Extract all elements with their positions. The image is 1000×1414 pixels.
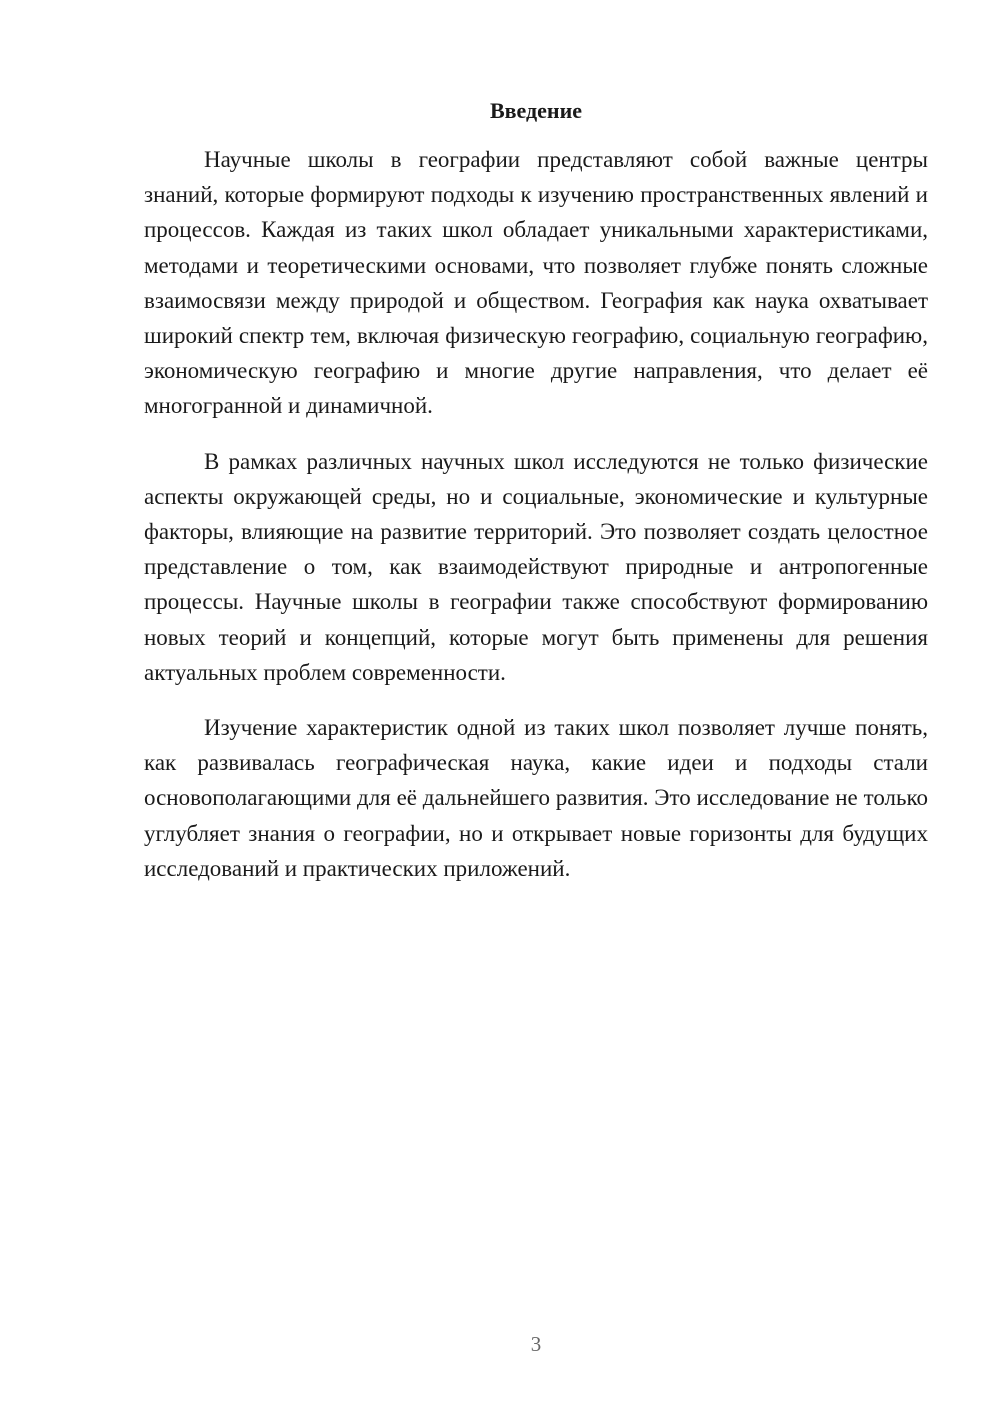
section-title: Введение [489,98,583,123]
paragraph-1: Научные школы в географии представляют собой важные центры знаний, которые формируют подходы к изучению пространственных явлений и процессов. Каждая из таких школ обладает уникальными характеристиками, методами и теоретическими основами, что позволяет глубже понять сложные взаимосвязи между природой и обществом. География как наука охватывает широкий спектр тем, включая физическую географию, социальную географию, экономическую географию и многие другие направления, что делает её многогранной и динамичной. [144,147,928,419]
paragraph-2: В рамках различных научных школ исследуются не только физические аспекты окружающей среды, но и социальные, экономические и культурные факторы, влияющие на развитие территорий. Это позволяет создать целостное представление о том, как взаимодействуют природные и антропогенные процессы. Научные школы в географии также способствуют формированию новых теорий и концепций, которые могут быть применены для решения актуальных проблем современности. [144,448,928,685]
page-number: 3 [530,1332,542,1356]
body-text [144,142,928,906]
paragraph-3: Изучение характеристик одной из таких школ позволяет лучше понять, как развивалась географическая наука, какие идеи и подходы стали основополагающими для её дальнейшего развития. Это исследование не только углубляет знания о географии, но и открывает новые горизонты для будущих исследований и практических приложений. [144,715,928,881]
